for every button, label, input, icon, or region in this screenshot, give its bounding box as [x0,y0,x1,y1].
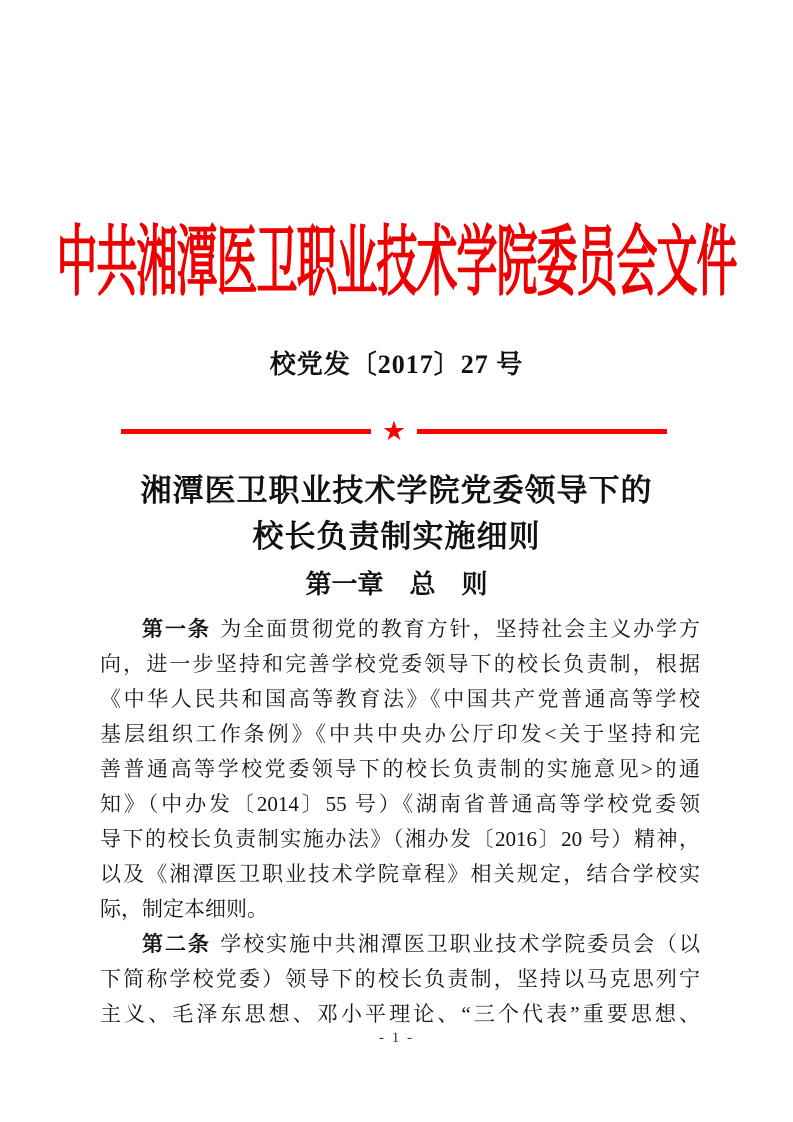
document-title-line2: 校长负责制实施细则 [252,519,541,554]
chapter-heading: 第一章 总 则 [305,570,488,599]
body-line: 际，制定本细则。 [100,897,268,921]
body-paragraph [100,927,700,1032]
body-line: 《中华人民共和国高等教育法》《中国共产党普通高等学校 [100,687,700,711]
body-line: 知》（中办发〔2014〕55 号）《湖南省普通高等学校党委领 [100,792,700,816]
body-line: 向，进一步坚持和完善学校党委领导下的校长负责制，根据 [100,652,700,676]
article-label: 第一条 [142,617,211,641]
body-line: 下简称学校党委）领导下的校长负责制，坚持以马克思列宁 [100,967,700,991]
divider-line-left [121,429,371,434]
body-line [100,927,700,962]
body-line: 以及《湘潭医卫职业技术学院章程》相关规定，结合学校实 [100,862,700,886]
letterhead [0,203,793,307]
article-label: 第二条 [142,932,211,956]
divider-line-right [417,429,667,434]
document-title-line1: 湘潭医卫职业技术学院党委领导下的 [140,473,653,508]
body-line: 善普通高等学校党委领导下的校长负责制的实施意见>的通 [100,757,700,781]
body-line: 基层组织工作条例》《中共中央办公厅印发<关于坚持和完 [100,722,700,746]
document-title [0,468,793,560]
star-icon: ★ [381,415,407,447]
body-line [100,612,700,647]
body-line: 导下的校长负责制实施办法》（湘办发〔2016〕20 号）精神， [100,827,700,851]
document-number: 校党发〔2017〕27 号 [269,350,524,379]
body-line-text: 为全面贯彻党的教育方针，坚持社会主义办学方 [220,617,700,641]
red-divider [121,414,667,448]
body-line-text: 学校实施中共湘潭医卫职业技术学院委员会（以 [220,932,700,956]
document-body [100,612,700,1032]
body-line: 主义、毛泽东思想、邓小平理论、“三个代表”重要思想、 [100,1002,700,1026]
letterhead-title: 中共湘潭医卫职业技术学院委员会文件 [56,218,737,305]
body-paragraph [100,612,700,927]
page-number: - 1 - [379,1030,414,1046]
